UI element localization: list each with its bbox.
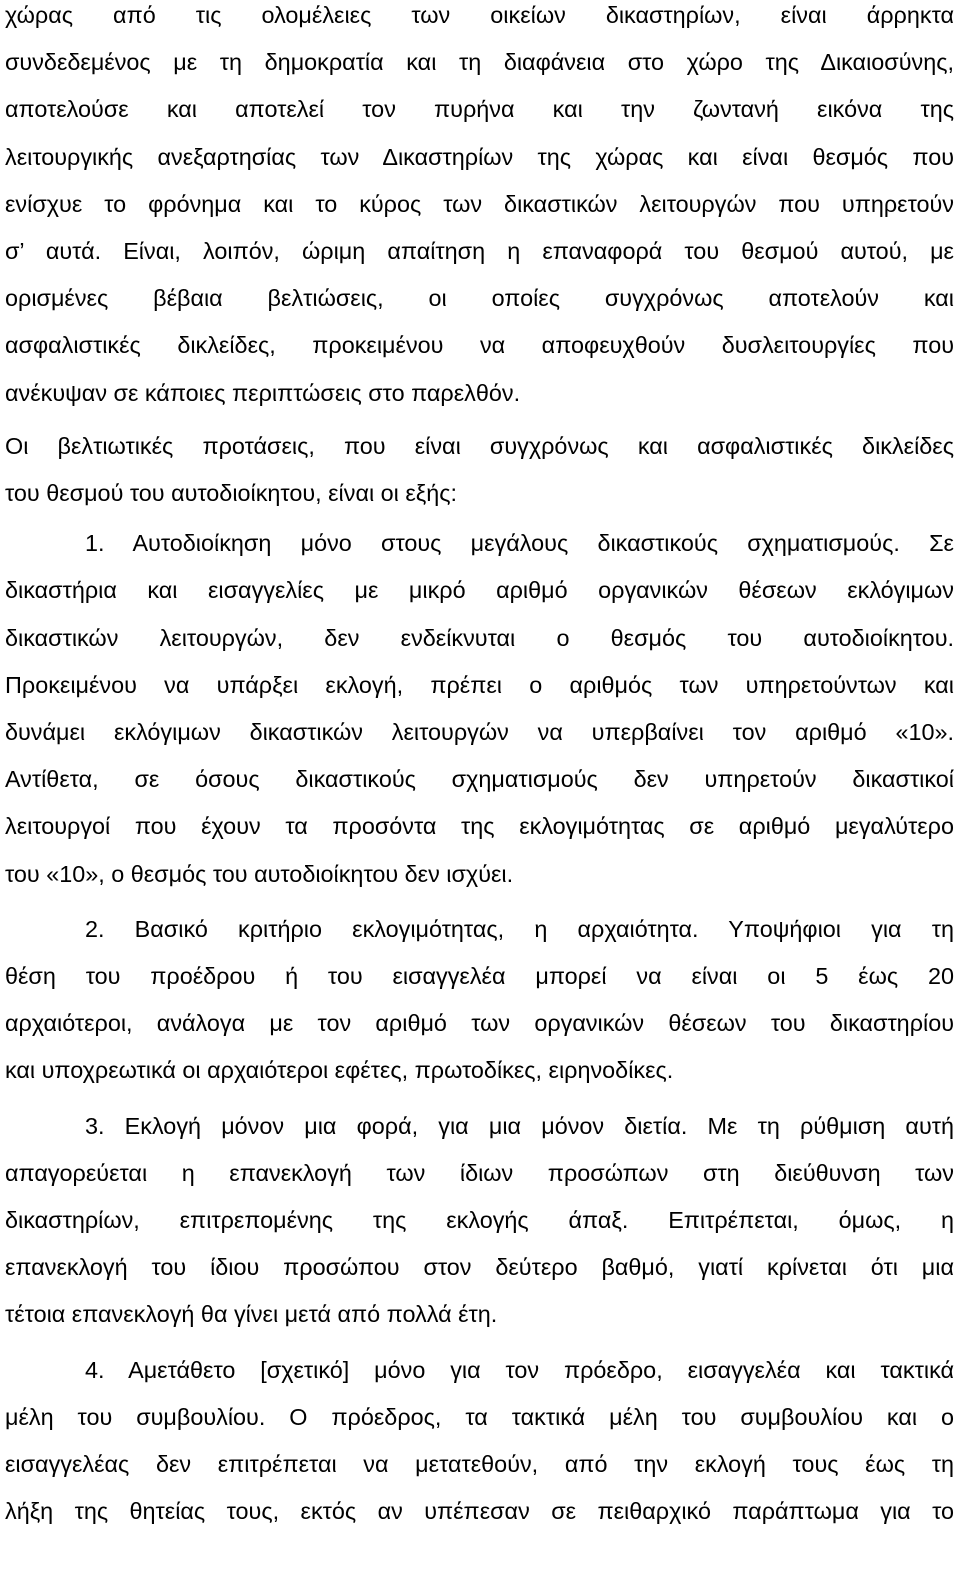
paragraph-intro [5, 0, 954, 417]
text-line: δικαστήρια και εισαγγελίες με μικρό αριθμό οργανικών θέσεων εκλόγιμων [5, 577, 954, 604]
text-line: σ’ αυτά. Είναι, λοιπόν, ώριμη απαίτηση η επαναφορά του θεσμού αυτού, με [5, 238, 954, 265]
text-line: Προκειμένου να υπάρξει εκλογή, πρέπει ο αριθμός των υπηρετούντων και [5, 671, 954, 698]
paragraph-item-3 [5, 1103, 954, 1339]
text-line: 3. Εκλογή μόνον μια φορά, για μια μόνον διετία. Με τη ρύθμιση αυτή [85, 1112, 954, 1139]
text-line: αποτελούσε και αποτελεί τον πυρήνα και την ζωντανή εικόνα της [5, 96, 954, 123]
paragraph-item-2 [5, 906, 954, 1095]
text-line: ενίσχυε το φρόνημα και το κύρος των δικαστικών λειτουργών που υπηρετούν [5, 190, 954, 217]
text-line: 4. Αμετάθετο [σχετικό] μόνο για τον πρόεδρο, εισαγγελέα και τακτικά [85, 1356, 954, 1383]
text-line: λειτουργικής ανεξαρτησίας των Δικαστηρίων της χώρας και είναι θεσμός που [5, 143, 954, 170]
text-line: 1. Αυτοδιοίκηση μόνο στους μεγάλους δικαστικούς σχηματισμούς. Σε [85, 530, 954, 557]
text-line: απαγορεύεται η επανεκλογή των ίδιων προσώπων στη διεύθυνση των [5, 1159, 954, 1186]
text-line: Αντίθετα, σε όσους δικαστικούς σχηματισμούς δεν υπηρετούν δικαστικοί [5, 766, 954, 793]
text-line: συνδεδεμένος με τη δημοκρατία και τη διαφάνεια στο χώρο της Δικαιοσύνης, [5, 49, 954, 76]
text-line: μέλη του συμβουλίου. Ο πρόεδρος, τα τακτικά μέλη του συμβουλίου και ο [5, 1403, 954, 1430]
text-line: λήξη της θητείας τους, εκτός αν υπέπεσαν σε πειθαρχικό παράπτωμα για το [5, 1498, 954, 1525]
text-line: επανεκλογή του ίδιου προσώπου στον δεύτερο βαθμό, γιατί κρίνεται ότι μια [5, 1254, 954, 1281]
text-line: δυνάμει εκλόγιμων δικαστικών λειτουργών να υπερβαίνει τον αριθμό «10». [5, 719, 954, 746]
text-line: αρχαιότεροι, ανάλογα με τον αριθμό των οργανικών θέσεων του δικαστηρίου [5, 1010, 954, 1037]
text-line: του θεσμού του αυτοδιοίκητου, είναι οι εξής: [5, 480, 458, 507]
text-line: δικαστικών λειτουργών, δεν ενδείκνυται ο θεσμός του αυτοδιοίκητου. [5, 624, 954, 651]
paragraph-proposals-intro [5, 423, 954, 517]
text-line: εισαγγελέας δεν επιτρέπεται να μετατεθούν, από την εκλογή τους έως τη [5, 1451, 954, 1478]
text-line: 2. Βασικό κριτήριο εκλογιμότητας, η αρχαιότητα. Υποψήφιοι για τη [85, 915, 954, 942]
text-line: ανέκυψαν σε κάποιες περιπτώσεις στο παρελθόν. [5, 379, 521, 406]
text-line: θέση του προέδρου ή του εισαγγελέα μπορεί να είναι οι 5 έως 20 [5, 963, 954, 990]
paragraph-item-1 [5, 520, 954, 898]
text-line: λειτουργοί που έχουν τα προσόντα της εκλογιμότητας σε αριθμό μεγαλύτερο [5, 813, 954, 840]
text-line: δικαστηρίων, επιτρεπομένης της εκλογής άπαξ. Επιτρέπεται, όμως, η [5, 1207, 954, 1234]
paragraph-item-4 [5, 1347, 954, 1536]
text-line: του «10», ο θεσμός του αυτοδιοίκητου δεν ισχύει. [5, 860, 514, 887]
text-line: Οι βελτιωτικές προτάσεις, που είναι συγχρόνως και ασφαλιστικές δικλείδες [5, 432, 954, 459]
text-line: και υποχρεωτικά οι αρχαιότεροι εφέτες, πρωτοδίκες, ειρηνοδίκες. [5, 1057, 674, 1084]
text-line: χώρας από τις ολομέλειες των οικείων δικαστηρίων, είναι άρρηκτα [5, 2, 954, 28]
text-line: ασφαλιστικές δικλείδες, προκειμένου να αποφευχθούν δυσλειτουργίες που [5, 332, 954, 359]
text-line: τέτοια επανεκλογή θα γίνει μετά από πολλά έτη. [5, 1301, 498, 1328]
text-line: ορισμένες βέβαια βελτιώσεις, οι οποίες συγχρόνως αποτελούν και [5, 285, 954, 312]
